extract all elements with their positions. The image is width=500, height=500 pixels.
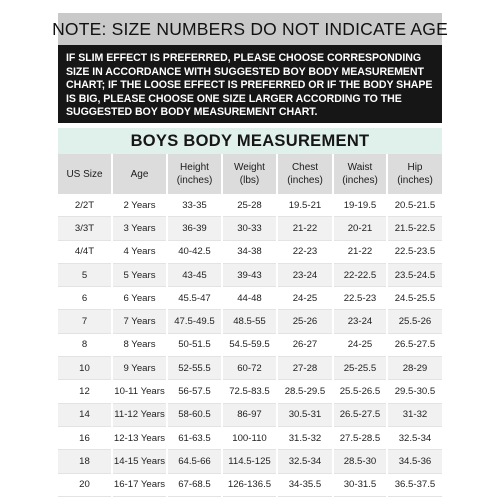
table-row xyxy=(58,333,442,356)
table-row xyxy=(58,263,442,286)
table-cell: 31.5-32 xyxy=(277,426,333,449)
table-row xyxy=(58,450,442,473)
size-chart-title: BOYS BODY MEASUREMENT xyxy=(130,131,370,150)
table-cell: 25-26 xyxy=(277,310,333,333)
table-cell: 34-35.5 xyxy=(277,473,333,496)
column-header-line: (inches) xyxy=(287,175,323,186)
table-cell: 26.5-27.5 xyxy=(387,333,442,356)
table-cell: 4 Years xyxy=(112,240,167,263)
table-cell: 21-22 xyxy=(333,240,387,263)
table-cell: 23-24 xyxy=(277,263,333,286)
column-header-line: Waist xyxy=(347,162,373,173)
table-cell: 10 xyxy=(58,357,112,380)
table-cell: 21-22 xyxy=(277,217,333,240)
table-cell: 31-32 xyxy=(387,403,442,426)
table-cell: 27-28 xyxy=(277,357,333,380)
column-header-line: (inches) xyxy=(342,175,378,186)
table-cell: 5 Years xyxy=(112,263,167,286)
table-row xyxy=(58,194,442,217)
column-header xyxy=(387,154,442,194)
table-cell: 5 xyxy=(58,263,112,286)
column-header-line: (inches) xyxy=(176,175,213,186)
table-cell: 33-35 xyxy=(167,194,222,217)
table-cell: 28-29 xyxy=(387,357,442,380)
sizing-advice-box xyxy=(58,45,442,123)
table-cell: 40-42.5 xyxy=(167,240,222,263)
table-row xyxy=(58,403,442,426)
table-cell: 22-23 xyxy=(277,240,333,263)
note-banner xyxy=(52,13,448,45)
table-cell: 60-72 xyxy=(222,357,277,380)
table-cell: 21.5-22.5 xyxy=(387,217,442,240)
table-cell: 19-19.5 xyxy=(333,194,387,217)
table-cell: 72.5-83.5 xyxy=(222,380,277,403)
table-cell: 16-17 Years xyxy=(112,473,167,496)
column-header-line: (inches) xyxy=(397,175,433,186)
table-cell: 114.5-125 xyxy=(222,450,277,473)
table-cell: 86-97 xyxy=(222,403,277,426)
table-cell: 2/2T xyxy=(58,194,112,217)
table-row xyxy=(58,287,442,310)
table-cell: 30.5-31 xyxy=(277,403,333,426)
table-cell: 10-11 Years xyxy=(112,380,167,403)
table-cell: 30-31.5 xyxy=(333,473,387,496)
table-cell: 126-136.5 xyxy=(222,473,277,496)
table-cell: 8 Years xyxy=(112,333,167,356)
note-text: NOTE: SIZE NUMBERS DO NOT INDICATE AGE xyxy=(52,18,448,39)
table-body xyxy=(58,194,442,496)
table-cell: 52-55.5 xyxy=(167,357,222,380)
table-cell: 9 Years xyxy=(112,357,167,380)
table-cell: 54.5-59.5 xyxy=(222,333,277,356)
table-cell: 58-60.5 xyxy=(167,403,222,426)
table-cell: 3/3T xyxy=(58,217,112,240)
table-cell: 18 xyxy=(58,450,112,473)
table-cell: 47.5-49.5 xyxy=(167,310,222,333)
column-header-line: US Size xyxy=(66,168,103,180)
table-cell: 34.5-36 xyxy=(387,450,442,473)
column-header-line: Weight xyxy=(234,162,265,173)
table-cell: 22.5-23 xyxy=(333,287,387,310)
column-header-line: (lbs) xyxy=(239,175,260,186)
table-cell: 50-51.5 xyxy=(167,333,222,356)
table-cell: 48.5-55 xyxy=(222,310,277,333)
table-cell: 22.5-23.5 xyxy=(387,240,442,263)
table-cell: 7 Years xyxy=(112,310,167,333)
sizing-advice-text: IF SLIM EFFECT IS PREFERRED, PLEASE CHOOSE CORRESPONDING SIZE IN ACCORDANCE WITH SUGGESTED BOY BODY MEASUREMENT CHART; IF THE LOOSE EFFECT IS PREFERRED OR IF THE BODY SHAPE IS BIG, PLEASE CHOOSE ONE SIZE LARGER ACCORDING TO THE SUGGESTED BOY BODY MEASUREMENT CHART. xyxy=(66,52,433,119)
table-cell: 8 xyxy=(58,333,112,356)
table-cell: 56-57.5 xyxy=(167,380,222,403)
table-cell: 7 xyxy=(58,310,112,333)
column-header-line: Chest xyxy=(291,162,319,173)
table-cell: 36-39 xyxy=(167,217,222,240)
table-cell: 30-33 xyxy=(222,217,277,240)
table-cell: 26-27 xyxy=(277,333,333,356)
table-cell: 32.5-34 xyxy=(387,426,442,449)
table-cell: 2 Years xyxy=(112,194,167,217)
column-header-line: Hip xyxy=(407,162,423,173)
table-cell: 61-63.5 xyxy=(167,426,222,449)
table-cell: 100-110 xyxy=(222,426,277,449)
table-row xyxy=(58,217,442,240)
table-row xyxy=(58,380,442,403)
size-chart-title-bar xyxy=(58,128,442,154)
table-row xyxy=(58,473,442,496)
table-cell: 32.5-34 xyxy=(277,450,333,473)
table-cell: 12-13 Years xyxy=(112,426,167,449)
table-row xyxy=(58,357,442,380)
column-header xyxy=(222,154,277,194)
table-cell: 25-25.5 xyxy=(333,357,387,380)
table-cell: 44-48 xyxy=(222,287,277,310)
table-cell: 16 xyxy=(58,426,112,449)
table-header-row xyxy=(58,154,442,194)
column-header xyxy=(112,154,167,194)
table-cell: 67-68.5 xyxy=(167,473,222,496)
table-cell: 23.5-24.5 xyxy=(387,263,442,286)
table-cell: 36.5-37.5 xyxy=(387,473,442,496)
table-cell: 24.5-25.5 xyxy=(387,287,442,310)
table-cell: 28.5-29.5 xyxy=(277,380,333,403)
table-row xyxy=(58,310,442,333)
table-cell: 25.5-26.5 xyxy=(333,380,387,403)
table-cell: 3 Years xyxy=(112,217,167,240)
table-cell: 29.5-30.5 xyxy=(387,380,442,403)
column-header-line: Age xyxy=(130,168,149,180)
table-cell: 28.5-30 xyxy=(333,450,387,473)
table-cell: 19.5-21 xyxy=(277,194,333,217)
table-cell: 12 xyxy=(58,380,112,403)
table-cell: 4/4T xyxy=(58,240,112,263)
table-cell: 64.5-66 xyxy=(167,450,222,473)
table-cell: 20 xyxy=(58,473,112,496)
table-cell: 20.5-21.5 xyxy=(387,194,442,217)
table-cell: 6 Years xyxy=(112,287,167,310)
table-cell: 11-12 Years xyxy=(112,403,167,426)
table-cell: 14 xyxy=(58,403,112,426)
table-cell: 24-25 xyxy=(277,287,333,310)
table-cell: 20-21 xyxy=(333,217,387,240)
table-cell: 39-43 xyxy=(222,263,277,286)
table-cell: 43-45 xyxy=(167,263,222,286)
column-header xyxy=(167,154,222,194)
table-cell: 25-28 xyxy=(222,194,277,217)
table-cell: 6 xyxy=(58,287,112,310)
table-cell: 34-38 xyxy=(222,240,277,263)
table-cell: 24-25 xyxy=(333,333,387,356)
table-cell: 45.5-47 xyxy=(167,287,222,310)
size-chart-table xyxy=(58,154,442,497)
column-header xyxy=(333,154,387,194)
table-cell: 25.5-26 xyxy=(387,310,442,333)
table-cell: 27.5-28.5 xyxy=(333,426,387,449)
column-header xyxy=(277,154,333,194)
table-cell: 26.5-27.5 xyxy=(333,403,387,426)
column-header-line: Height xyxy=(180,162,209,173)
table-cell: 23-24 xyxy=(333,310,387,333)
table-row xyxy=(58,240,442,263)
size-chart xyxy=(58,128,442,490)
table-row xyxy=(58,426,442,449)
column-header xyxy=(58,154,112,194)
table-cell: 22-22.5 xyxy=(333,263,387,286)
table-cell: 14-15 Years xyxy=(112,450,167,473)
